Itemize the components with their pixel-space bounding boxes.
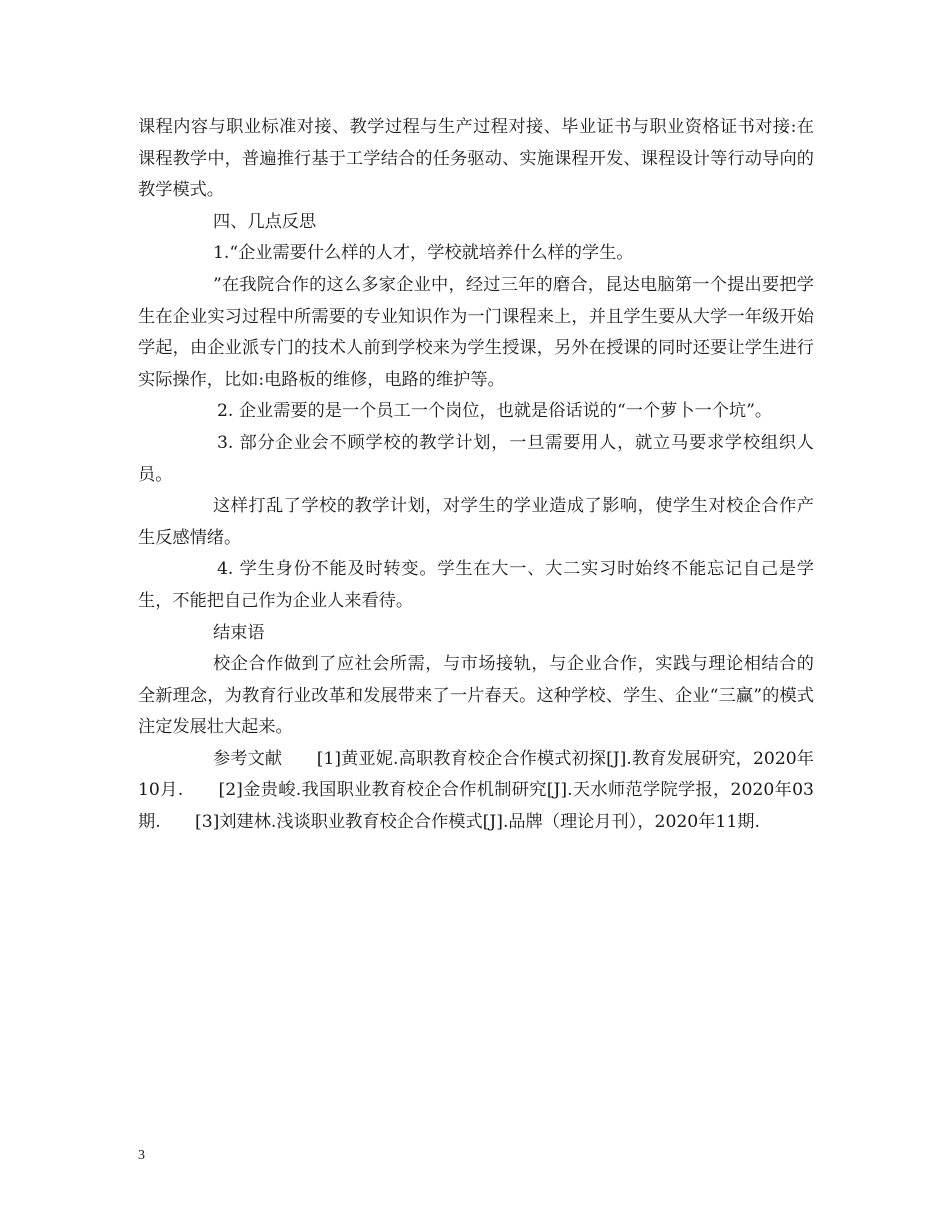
- paragraph-conclusion: 校企合作做到了应社会所需，与市场接轨，与企业合作，实践与理论相结合的全新理念，为教育行业改革和发展带来了一片春天。这种学校、学生、企业“三赢”的模式注定发展壮大起来。: [138, 654, 814, 738]
- paragraph-point-4: 4. 学生身份不能及时转变。学生在大一、大二实习时始终不能忘记自己是学生，不能把自己作为企业人来看待。: [138, 559, 814, 611]
- section-heading-conclusion: 结束语: [213, 622, 265, 643]
- page-number: 3: [138, 1148, 145, 1163]
- paragraph-point-1-detail: ”在我院合作的这么多家企业中，经过三年的磨合，昆达电脑第一个提出要把学生在企业实习过程中所需要的专业知识作为一门课程来上，并且学生要从大学一年级开始学起，由企业派专门的技术人前到学校来为学生授课，另外在授课的同时还要让学生进行实际操作，比如:电路板的维修，电路的维护等。: [138, 274, 814, 390]
- paragraph-continuation: 课程内容与职业标准对接、教学过程与生产过程对接、毕业证书与职业资格证书对接:在课程教学中，普遍推行基于工学结合的任务驱动、实施课程开发、课程设计等行动导向的教学模式。: [138, 117, 814, 201]
- paragraph-point-1: 1.“企业需要什么样的人才，学校就培养什么样的学生。: [213, 243, 634, 264]
- section-heading-reflections: 四、几点反思: [213, 211, 317, 232]
- references: 参考文献 [1]黄亚妮.高职教育校企合作模式初探[J].教育发展研究，2020年10月. [2]金贵峻.我国职业教育校企合作机制研究[J].天水师范学院学报，2020年03期. [3]刘建林.浅谈职业教育校企合作模式[J].品牌（理论月刊），2020年11期.: [138, 748, 814, 833]
- paragraph-point-3: 3. 部分企业会不顾学校的教学计划，一旦需要用人，就立马要求学校组织人员。: [138, 432, 814, 485]
- paragraph-point-3-detail: 这样打乱了学校的教学计划，对学生的学业造成了影响，使学生对校企合作产生反感情绪。: [138, 496, 814, 548]
- page-body: [138, 112, 814, 839]
- paragraph-point-2: 2. 企业需要的是一个员工一个岗位，也就是俗话说的“一个萝卜一个坑”。: [217, 401, 773, 422]
